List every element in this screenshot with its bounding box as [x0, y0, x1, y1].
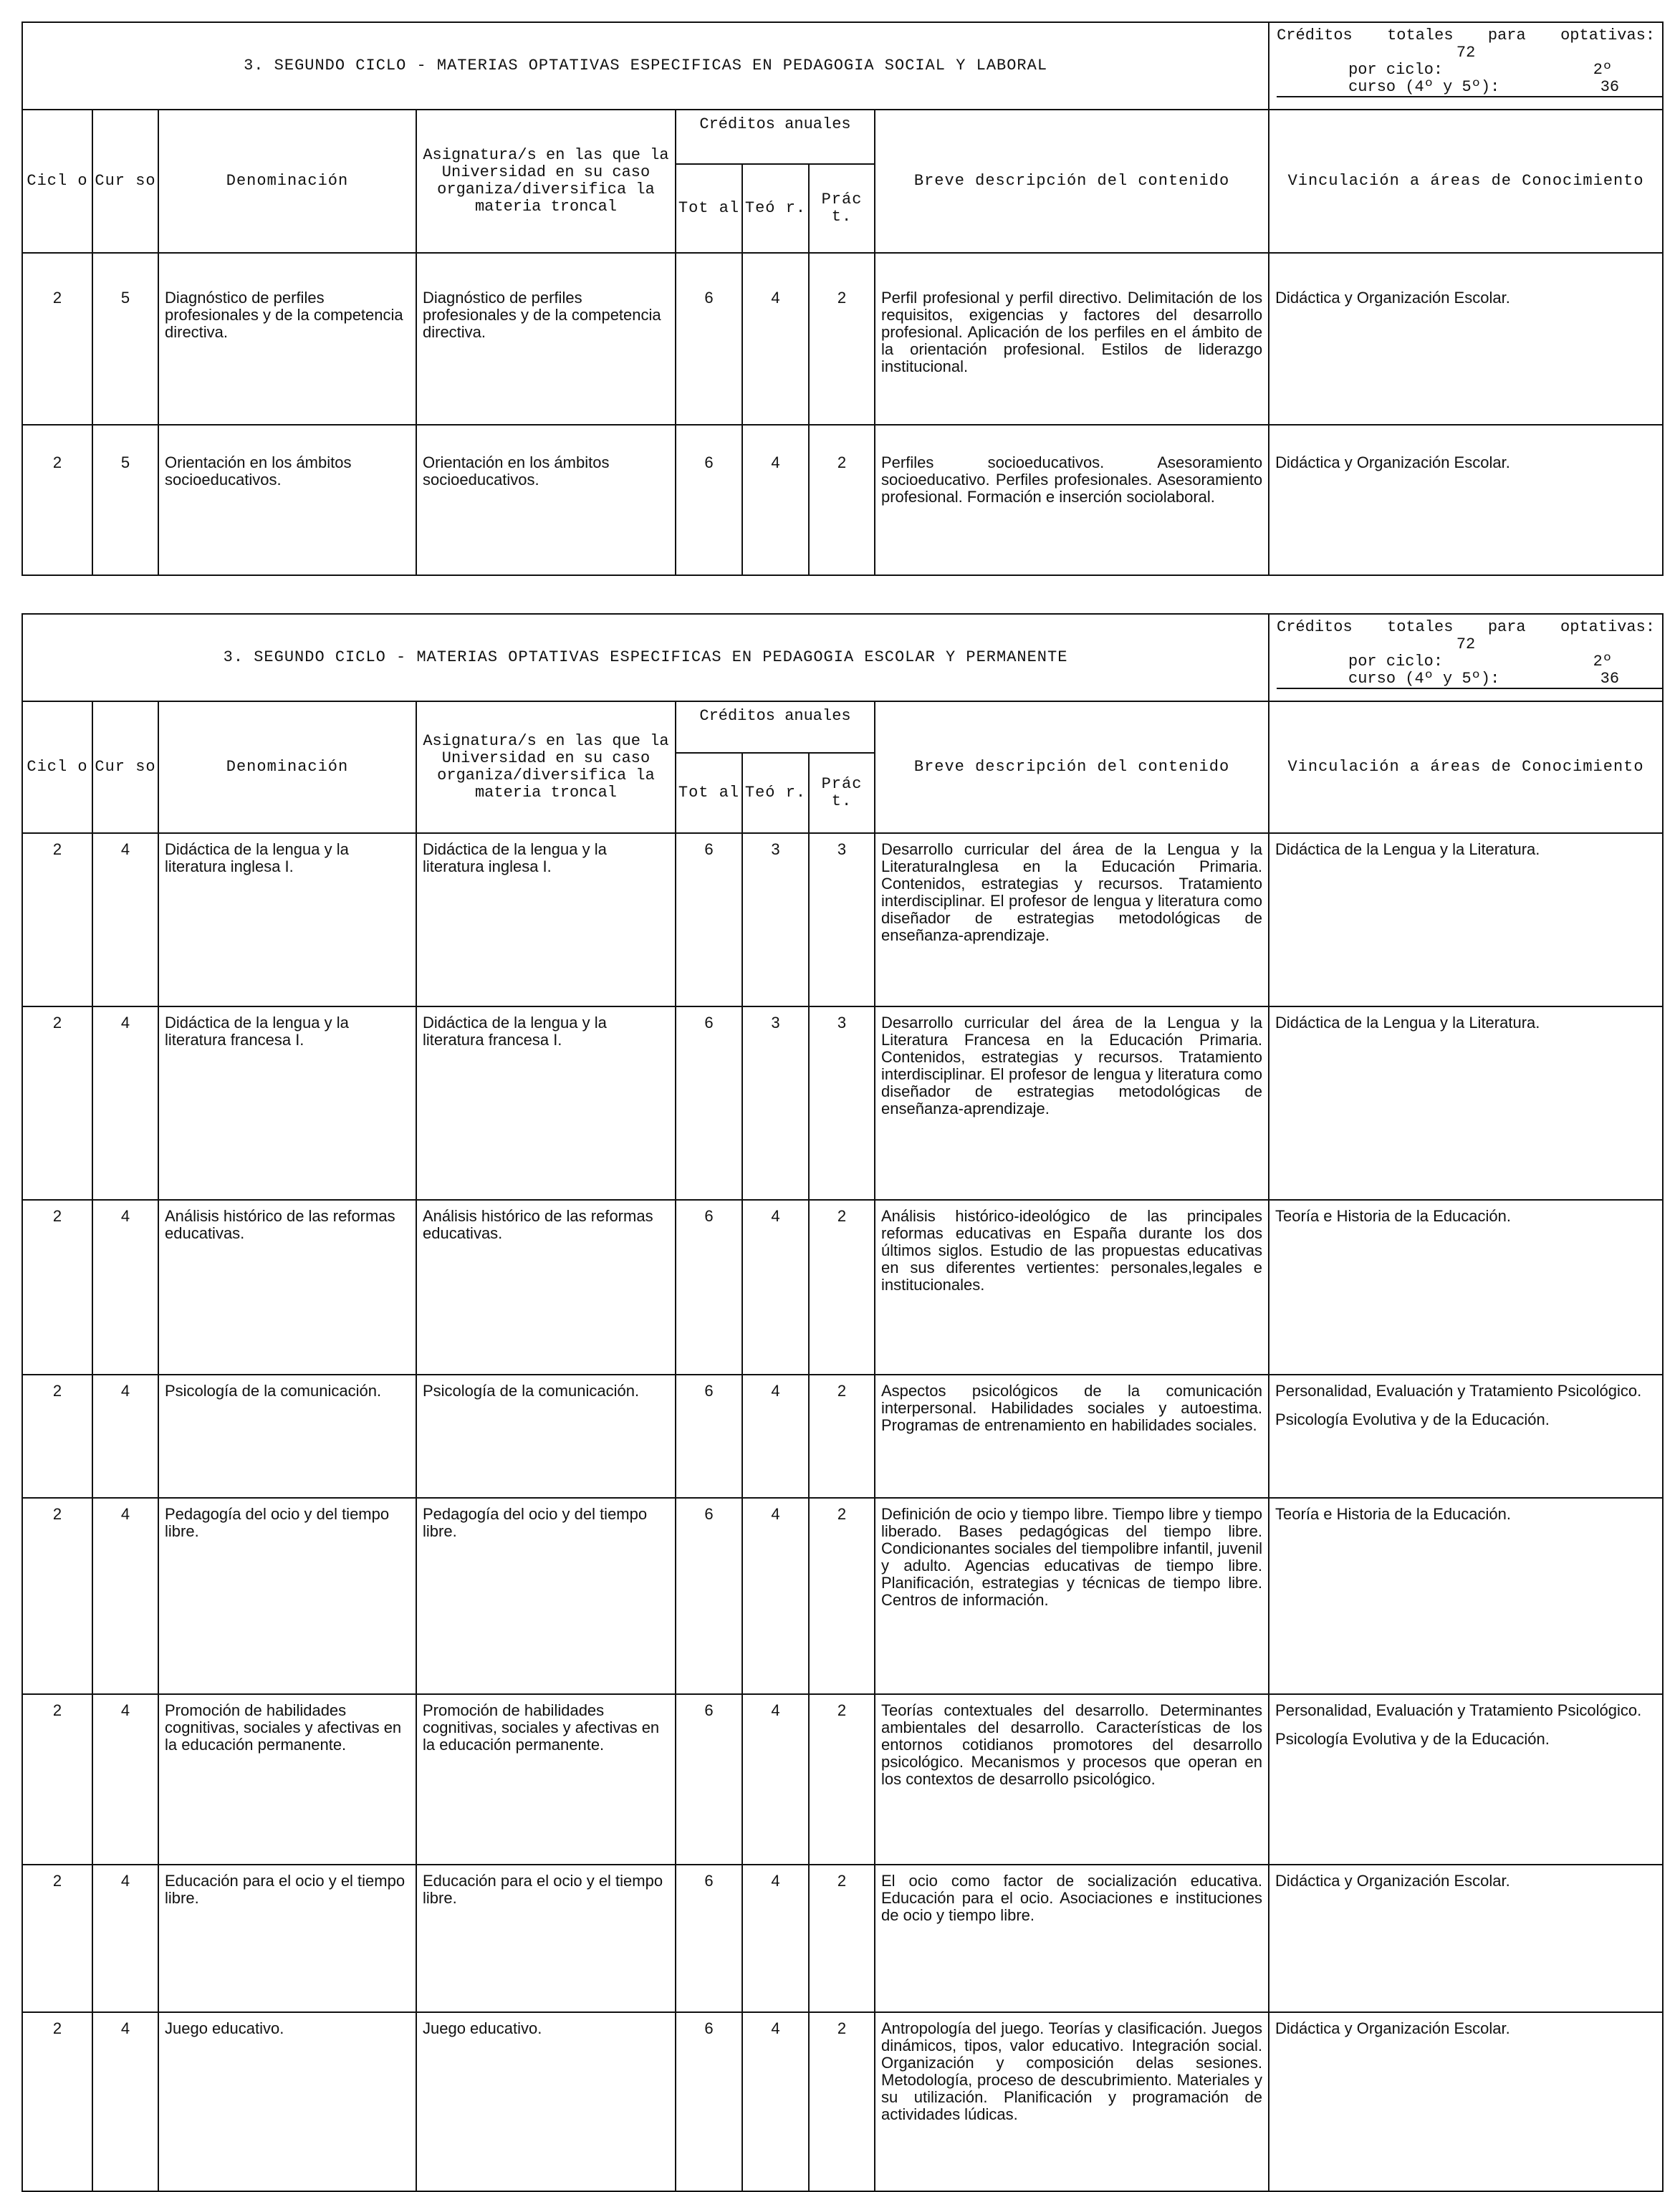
areas-cell [1269, 1498, 1663, 1694]
area-item: Psicología Evolutiva y de la Educación. [1275, 1410, 1550, 1428]
pract-cell: 2 [809, 1375, 875, 1498]
area-item: Didáctica de la Lengua y la Literatura. [1275, 840, 1540, 858]
table-row [22, 1694, 1663, 1865]
curso-cell: 5 [92, 253, 158, 425]
curso-cell: 4 [92, 1200, 158, 1375]
ciclo-cell: 2 [22, 833, 92, 1006]
descripcion-cell: Perfil profesional y perfil directivo. Delimitación de los requisitos, exigencias y factores del desarrollo profesional. Aplicación de los perfiles en el ámbito de la orientación profesional. Estilos de liderazgo institucional. [875, 253, 1269, 425]
ciclo-cell: 2 [22, 253, 92, 425]
table-row [22, 833, 1663, 1006]
total-cell: 6 [676, 1865, 742, 2012]
pract-cell: 2 [809, 425, 875, 575]
areas-cell [1269, 253, 1663, 425]
col-creditos-header: Créditos anuales [676, 110, 875, 164]
col-teor-header: Teó r. [742, 164, 809, 253]
section-title: 3. SEGUNDO CICLO - MATERIAS OPTATIVAS ESPECIFICAS EN PEDAGOGIA SOCIAL Y LABORAL [22, 22, 1269, 110]
col-asignatura-header: Asignatura/s en las que la Universidad en su caso organiza/diversifica la materia troncal [416, 110, 676, 253]
asignatura-cell: Orientación en los ámbitos socioeducativos. [416, 425, 676, 575]
credits-box [1269, 22, 1663, 110]
total-cell: 6 [676, 833, 742, 1006]
area-item: Didáctica y Organización Escolar. [1275, 2019, 1510, 2037]
por-ciclo-label: por ciclo: [1348, 653, 1444, 670]
descripcion-cell: Antropología del juego. Teorías y clasificación. Juegos dinámicos, tipos, valor educativo. Integración social. Organización y composición delas sesiones. Metodología, proceso de descubrimiento. Materiales y su utilización. Planificación y programación de actividades lúdicas. [875, 2012, 1269, 2191]
areas-cell [1269, 1865, 1663, 2012]
col-pract-header: Prác t. [809, 753, 875, 833]
ciclo-cell: 2 [22, 1498, 92, 1694]
ciclo-cell: 2 [22, 1006, 92, 1200]
denominacion-cell: Juego educativo. [158, 2012, 416, 2191]
asignatura-cell: Psicología de la comunicación. [416, 1375, 676, 1498]
total-cell: 6 [676, 425, 742, 575]
total-cell: 6 [676, 1498, 742, 1694]
teor-cell: 3 [742, 833, 809, 1006]
por-ciclo-value: 2º [1593, 61, 1613, 79]
table-row [22, 1865, 1663, 2012]
descripcion-cell: Desarrollo curricular del área de la Lengua y la Literatura Francesa en la Educación Primaria. Contenidos, estrategias y recursos. Tratamiento interdisciplinar. El profesor de lengua y literatura como diseñador de estrategias metodológicas de enseñanza-aprendizaje. [875, 1006, 1269, 1200]
asignatura-cell: Promoción de habilidades cognitivas, sociales y afectivas en la educación permanente. [416, 1694, 676, 1865]
asignatura-cell: Juego educativo. [416, 2012, 676, 2191]
col-pract-header: Prác t. [809, 164, 875, 253]
col-vinculacion-header: Vinculación a áreas de Conocimiento [1269, 701, 1663, 833]
denominacion-cell: Diagnóstico de perfiles profesionales y de la competencia directiva. [158, 253, 416, 425]
teor-cell: 4 [742, 1375, 809, 1498]
pract-cell: 3 [809, 833, 875, 1006]
denominacion-cell: Psicología de la comunicación. [158, 1375, 416, 1498]
asignatura-cell: Educación para el ocio y el tiempo libre. [416, 1865, 676, 2012]
areas-cell [1269, 833, 1663, 1006]
area-item: Teoría e Historia de la Educación. [1275, 1505, 1511, 1523]
col-asignatura-header: Asignatura/s en las que la Universidad en su caso organiza/diversifica la materia troncal [416, 701, 676, 833]
asignatura-cell: Pedagogía del ocio y del tiempo libre. [416, 1498, 676, 1694]
area-item: Personalidad, Evaluación y Tratamiento Psicológico. [1275, 1701, 1642, 1719]
total-cell: 6 [676, 1006, 742, 1200]
area-item: Personalidad, Evaluación y Tratamiento Psicológico. [1275, 1382, 1642, 1400]
table-row [22, 253, 1663, 425]
teor-cell: 3 [742, 1006, 809, 1200]
col-total-header: Tot al [676, 164, 742, 253]
curso-cell: 4 [92, 1006, 158, 1200]
col-denominacion-header: Denominación [158, 701, 416, 833]
col-curso-header: Cur so [92, 701, 158, 833]
col-ciclo-header: Cicl o [22, 701, 92, 833]
asignatura-cell: Didáctica de la lengua y la literatura inglesa I. [416, 833, 676, 1006]
total-cell: 6 [676, 1375, 742, 1498]
table-row [22, 2012, 1663, 2191]
denominacion-cell: Educación para el ocio y el tiempo libre. [158, 1865, 416, 2012]
por-ciclo-value: 2º [1593, 653, 1613, 670]
curso-label: curso (4º y 5º): [1348, 670, 1500, 688]
curso-cell: 4 [92, 1498, 158, 1694]
pract-cell: 2 [809, 253, 875, 425]
table-row [22, 1498, 1663, 1694]
area-item: Psicología Evolutiva y de la Educación. [1275, 1730, 1550, 1748]
col-total-header: Tot al [676, 753, 742, 833]
areas-cell [1269, 2012, 1663, 2191]
table-row [22, 425, 1663, 575]
col-denominacion-header: Denominación [158, 110, 416, 253]
descripcion-cell: Definición de ocio y tiempo libre. Tiempo libre y tiempo liberado. Bases pedagógicas del tiempo libre. Condicionantes sociales del tiempolibre infantil, juvenil y adulto. Agencias educativas de tiempo libre. Planificación, estrategias y técnicas de tiempo libre. Centros de información. [875, 1498, 1269, 1694]
areas-cell [1269, 425, 1663, 575]
ciclo-cell: 2 [22, 1200, 92, 1375]
credits-total: 72 [1456, 44, 1476, 62]
curso-value: 36 [1600, 670, 1620, 688]
credits-label: Créditos totales para optativas: [1277, 27, 1656, 44]
col-teor-header: Teó r. [742, 753, 809, 833]
total-cell: 6 [676, 1200, 742, 1375]
teor-cell: 4 [742, 425, 809, 575]
denominacion-cell: Didáctica de la lengua y la literatura inglesa I. [158, 833, 416, 1006]
credits-box [1269, 614, 1663, 701]
ciclo-cell: 2 [22, 1694, 92, 1865]
areas-cell [1269, 1006, 1663, 1200]
table-row [22, 1200, 1663, 1375]
col-vinculacion-header: Vinculación a áreas de Conocimiento [1269, 110, 1663, 253]
pract-cell: 2 [809, 1498, 875, 1694]
area-item: Didáctica de la Lengua y la Literatura. [1275, 1014, 1540, 1032]
total-cell: 6 [676, 253, 742, 425]
areas-cell [1269, 1694, 1663, 1865]
descripcion-cell: Análisis histórico-ideológico de las principales reformas educativas en España durante los dos últimos siglos. Estudio de las propuestas educativas en sus diferentes vertientes: personales,legales e institucionales. [875, 1200, 1269, 1375]
pract-cell: 2 [809, 1865, 875, 2012]
teor-cell: 4 [742, 1498, 809, 1694]
descripcion-cell: Aspectos psicológicos de la comunicación interpersonal. Habilidades sociales y autoestima. Programas de entrenamiento en habilidades sociales. [875, 1375, 1269, 1498]
table-row [22, 1006, 1663, 1200]
curso-cell: 4 [92, 1375, 158, 1498]
table-row [22, 1375, 1663, 1498]
pract-cell: 2 [809, 1200, 875, 1375]
ciclo-cell: 2 [22, 1865, 92, 2012]
descripcion-cell: Teorías contextuales del desarrollo. Determinantes ambientales del desarrollo. Características de los entornos cotidianos promotores del desarrollo psicológico. Mecanismos y procesos que operan en los contextos de desarrollo psicológico. [875, 1694, 1269, 1865]
curso-cell: 4 [92, 833, 158, 1006]
asignatura-cell: Diagnóstico de perfiles profesionales y de la competencia directiva. [416, 253, 676, 425]
pract-cell: 3 [809, 1006, 875, 1200]
teor-cell: 4 [742, 1865, 809, 2012]
credits-total: 72 [1456, 635, 1476, 653]
denominacion-cell: Promoción de habilidades cognitivas, sociales y afectivas en la educación permanente. [158, 1694, 416, 1865]
teor-cell: 4 [742, 1200, 809, 1375]
section-title: 3. SEGUNDO CICLO - MATERIAS OPTATIVAS ESPECIFICAS EN PEDAGOGIA ESCOLAR Y PERMANENTE [22, 614, 1269, 701]
col-creditos-header: Créditos anuales [676, 701, 875, 753]
teor-cell: 4 [742, 253, 809, 425]
total-cell: 6 [676, 2012, 742, 2191]
area-item: Didáctica y Organización Escolar. [1275, 453, 1510, 471]
credits-label: Créditos totales para optativas: [1277, 618, 1656, 636]
curso-value: 36 [1600, 78, 1620, 96]
denominacion-cell: Análisis histórico de las reformas educativas. [158, 1200, 416, 1375]
denominacion-cell: Didáctica de la lengua y la literatura francesa I. [158, 1006, 416, 1200]
ciclo-cell: 2 [22, 2012, 92, 2191]
por-ciclo-label: por ciclo: [1348, 61, 1444, 79]
total-cell: 6 [676, 1694, 742, 1865]
curso-cell: 4 [92, 1865, 158, 2012]
descripcion-cell: Desarrollo curricular del área de la Lengua y la LiteraturaInglesa en la Educación Primaria. Contenidos, estrategias y recursos. Tratamiento interdisciplinar. El profesor de lengua y literatura como diseñador de estrategias metodológicas de enseñanza-aprendizaje. [875, 833, 1269, 1006]
teor-cell: 4 [742, 2012, 809, 2191]
col-ciclo-header: Cicl o [22, 110, 92, 253]
section1-table [21, 21, 1664, 576]
areas-cell [1269, 1375, 1663, 1498]
area-item: Didáctica y Organización Escolar. [1275, 289, 1510, 307]
asignatura-cell: Didáctica de la lengua y la literatura francesa I. [416, 1006, 676, 1200]
curso-cell: 4 [92, 1694, 158, 1865]
curso-label: curso (4º y 5º): [1348, 78, 1500, 96]
descripcion-cell: Perfiles socioeducativos. Asesoramiento socioeducativo. Perfiles profesionales. Asesoramiento profesional. Formación e inserción sociolaboral. [875, 425, 1269, 575]
descripcion-cell: El ocio como factor de socialización educativa. Educación para el ocio. Asociaciones e instituciones de ocio y tiempo libre. [875, 1865, 1269, 2012]
section2-table [21, 613, 1664, 2192]
col-descripcion-header: Breve descripción del contenido [875, 110, 1269, 253]
area-item: Teoría e Historia de la Educación. [1275, 1207, 1511, 1225]
pract-cell: 2 [809, 2012, 875, 2191]
denominacion-cell: Pedagogía del ocio y del tiempo libre. [158, 1498, 416, 1694]
col-curso-header: Cur so [92, 110, 158, 253]
ciclo-cell: 2 [22, 425, 92, 575]
asignatura-cell: Análisis histórico de las reformas educativas. [416, 1200, 676, 1375]
ciclo-cell: 2 [22, 1375, 92, 1498]
col-descripcion-header: Breve descripción del contenido [875, 701, 1269, 833]
areas-cell [1269, 1200, 1663, 1375]
pract-cell: 2 [809, 1694, 875, 1865]
curso-cell: 5 [92, 425, 158, 575]
denominacion-cell: Orientación en los ámbitos socioeducativos. [158, 425, 416, 575]
curso-cell: 4 [92, 2012, 158, 2191]
teor-cell: 4 [742, 1694, 809, 1865]
area-item: Didáctica y Organización Escolar. [1275, 1872, 1510, 1890]
